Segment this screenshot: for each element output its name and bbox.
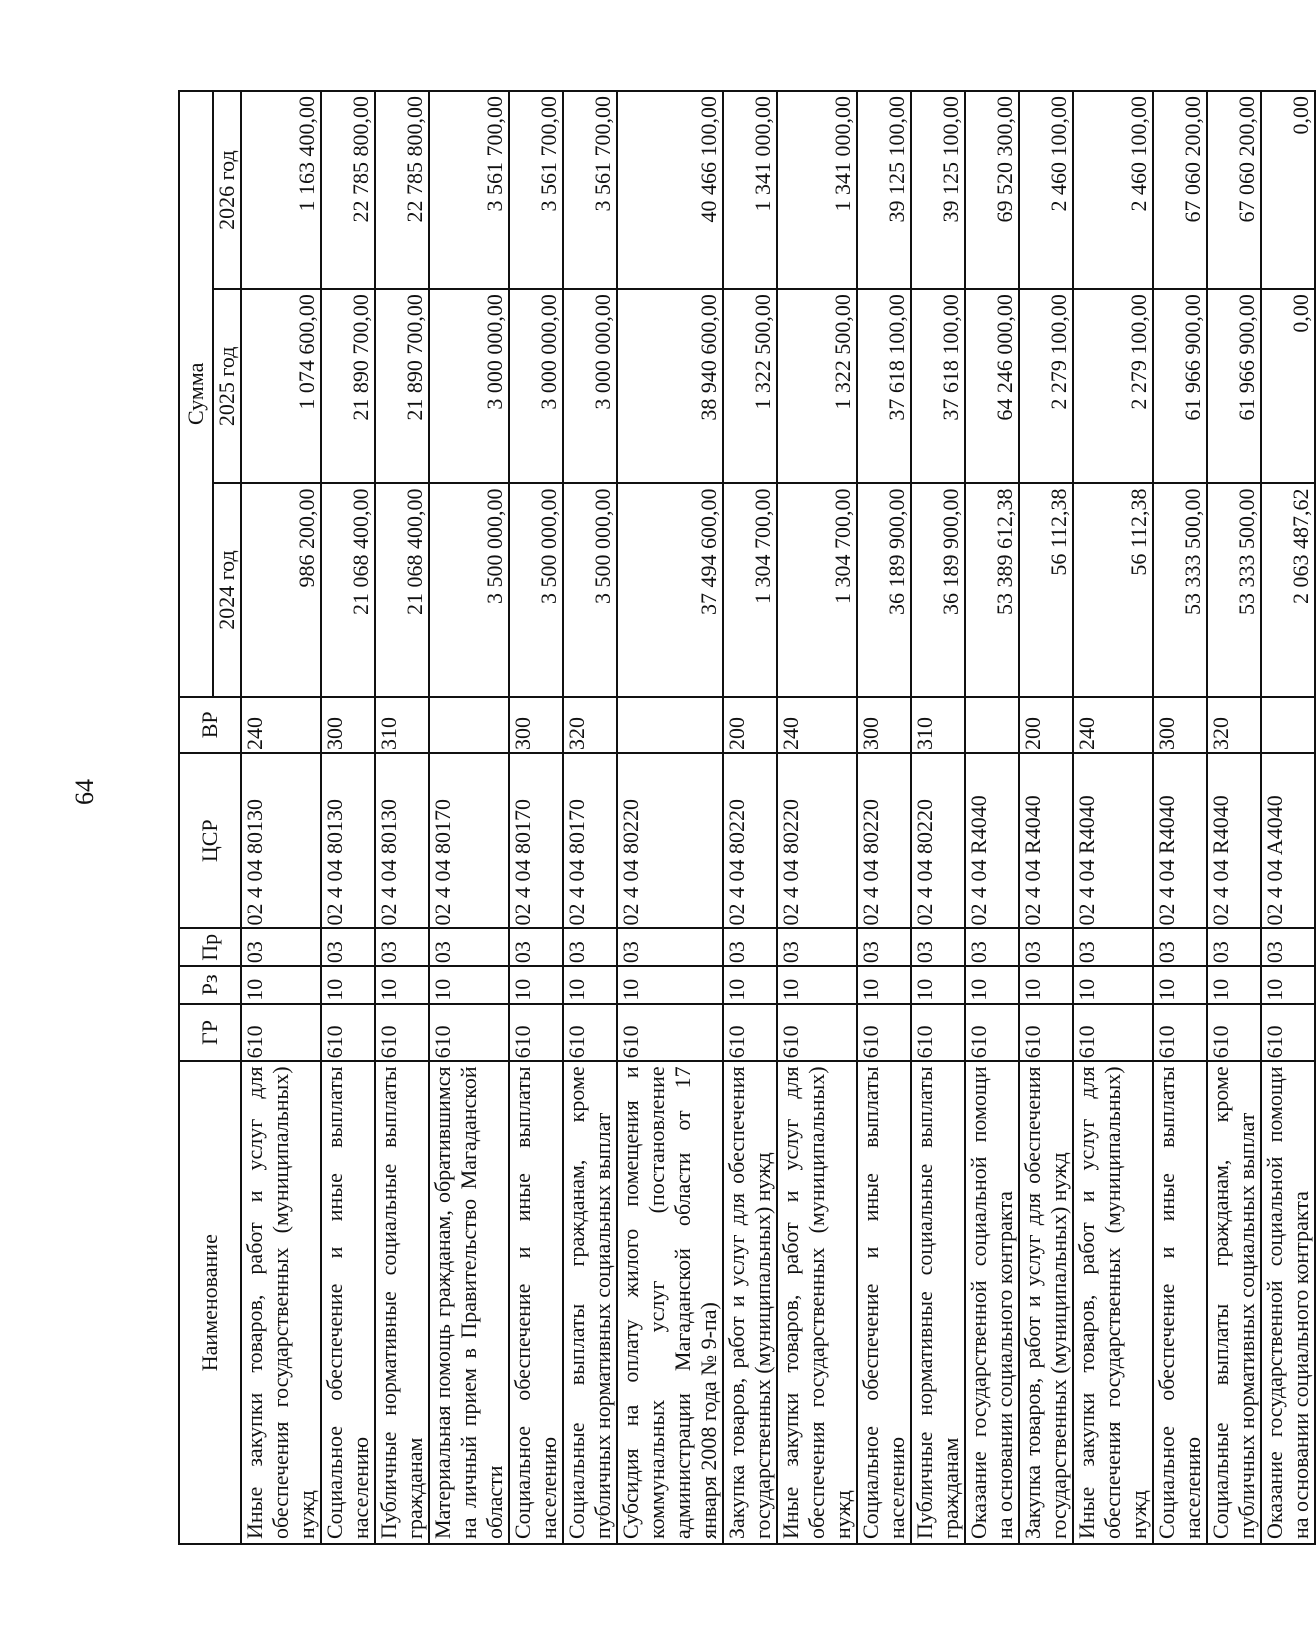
row-amount-2025: 37 618 100,00 [857,289,911,483]
row-amount-2026: 2 460 100,00 [1073,91,1153,289]
row-name: Социальное обеспечение и иные выплаты населению [857,1061,911,1544]
header-2025: 2025 год [213,289,241,483]
row-csr: 02 4 04 R4040 [1153,753,1207,929]
row-gr: 610 [911,1004,965,1062]
row-vr: 200 [723,697,777,753]
row-gr: 610 [965,1004,1019,1062]
row-name: Иные закупки товаров, работ и услуг для обеспечения государственных (муниципальных) нужд [1073,1061,1153,1544]
row-rz: 10 [375,966,429,1004]
row-amount-2024: 1 304 700,00 [723,483,777,696]
row-amount-2026: 1 341 000,00 [723,91,777,289]
row-gr: 610 [1261,1004,1315,1062]
row-amount-2024: 1 304 700,00 [777,483,857,696]
row-pr: 03 [563,928,617,966]
row-rz: 10 [1207,966,1261,1004]
row-csr: 02 4 04 80220 [617,753,723,929]
row-amount-2025: 1 322 500,00 [777,289,857,483]
header-name: Наименование [179,1061,241,1544]
row-amount-2024: 36 189 900,00 [857,483,911,696]
table-row [1153,91,1207,1544]
row-name: Оказание государственной социальной помощи на основании социального контракта [1261,1061,1315,1544]
row-vr: 240 [1073,697,1153,753]
row-amount-2025: 3 000 000,00 [429,289,509,483]
row-vr: 300 [857,697,911,753]
row-amount-2024: 53 333 500,00 [1153,483,1207,696]
table-row [321,91,375,1544]
table-row [777,91,857,1544]
row-rz: 10 [241,966,321,1004]
header-row [179,91,213,1544]
row-pr: 03 [1153,928,1207,966]
table-row [563,91,617,1544]
row-amount-2026: 1 163 400,00 [241,91,321,289]
row-vr: 300 [1153,697,1207,753]
row-amount-2024: 21 068 400,00 [321,483,375,696]
row-pr: 03 [723,928,777,966]
table-row [241,91,321,1544]
table-row [1207,91,1261,1544]
rotated-table-wrapper [178,90,1313,1545]
row-amount-2024: 2 063 487,62 [1261,483,1315,696]
row-csr: 02 4 04 R4040 [965,753,1019,929]
page-number: 64 [70,779,99,805]
header-rz: Рз [179,966,241,1004]
row-pr: 03 [617,928,723,966]
row-amount-2024: 21 068 400,00 [375,483,429,696]
row-rz: 10 [1261,966,1315,1004]
header-sum: Сумма [179,91,213,697]
row-amount-2026: 67 060 200,00 [1207,91,1261,289]
row-amount-2025: 0,00 [1261,289,1315,483]
row-amount-2024: 56 112,38 [1019,483,1073,696]
table-row [617,91,723,1544]
row-amount-2025: 2 279 100,00 [1073,289,1153,483]
row-rz: 10 [723,966,777,1004]
row-pr: 03 [509,928,563,966]
row-amount-2026: 1 341 000,00 [777,91,857,289]
row-vr: 200 [1019,697,1073,753]
row-amount-2026: 40 466 100,00 [617,91,723,289]
row-csr: 02 4 04 80130 [241,753,321,929]
row-name: Субсидия на оплату жилого помещения и коммунальных услуг (постановление администрации Магаданской области от 17 января 2008 года № 9-па) [617,1061,723,1544]
row-rz: 10 [857,966,911,1004]
row-gr: 610 [241,1004,321,1062]
row-amount-2025: 1 322 500,00 [723,289,777,483]
table-row [857,91,911,1544]
row-vr: 240 [241,697,321,753]
row-vr: 310 [375,697,429,753]
row-name: Материальная помощь гражданам, обратившимся на личный прием в Правительство Магаданской области [429,1061,509,1544]
row-csr: 02 4 04 80170 [429,753,509,929]
table-row [1073,91,1153,1544]
header-pr: Пр [179,928,241,966]
table-row [1019,91,1073,1544]
row-name: Иные закупки товаров, работ и услуг для обеспечения государственных (муниципальных) нужд [241,1061,321,1544]
row-vr [617,697,723,753]
row-vr [965,697,1019,753]
header-csr: ЦСР [179,753,241,929]
table-body [241,91,1315,1544]
row-rz: 10 [321,966,375,1004]
row-csr: 02 4 04 A4040 [1261,753,1315,929]
row-vr [1261,697,1315,753]
row-rz: 10 [1073,966,1153,1004]
row-csr: 02 4 04 80170 [563,753,617,929]
row-gr: 610 [857,1004,911,1062]
row-name: Публичные нормативные социальные выплаты гражданам [375,1061,429,1544]
row-gr: 610 [1153,1004,1207,1062]
row-amount-2025: 61 966 900,00 [1207,289,1261,483]
row-name: Оказание государственной социальной помощи на основании социального контракта [965,1061,1019,1544]
row-gr: 610 [321,1004,375,1062]
row-pr: 03 [777,928,857,966]
row-amount-2026: 3 561 700,00 [429,91,509,289]
row-rz: 10 [617,966,723,1004]
row-amount-2024: 53 389 612,38 [965,483,1019,696]
row-amount-2025: 38 940 600,00 [617,289,723,483]
row-amount-2024: 986 200,00 [241,483,321,696]
row-csr: 02 4 04 80170 [509,753,563,929]
row-name: Социальное обеспечение и иные выплаты населению [1153,1061,1207,1544]
row-pr: 03 [965,928,1019,966]
row-amount-2025: 61 966 900,00 [1153,289,1207,483]
row-gr: 610 [777,1004,857,1062]
row-amount-2026: 39 125 100,00 [857,91,911,289]
row-csr: 02 4 04 80130 [321,753,375,929]
row-amount-2024: 3 500 000,00 [563,483,617,696]
row-amount-2025: 3 000 000,00 [563,289,617,483]
row-amount-2026: 3 561 700,00 [563,91,617,289]
row-pr: 03 [1207,928,1261,966]
header-gr: ГР [179,1004,241,1062]
row-rz: 10 [1019,966,1073,1004]
row-amount-2025: 3 000 000,00 [509,289,563,483]
row-csr: 02 4 04 R4040 [1207,753,1261,929]
table-row [965,91,1019,1544]
row-amount-2026: 22 785 800,00 [375,91,429,289]
row-vr: 300 [321,697,375,753]
header-2024: 2024 год [213,483,241,696]
table-row [1261,91,1315,1544]
row-vr: 310 [911,697,965,753]
row-pr: 03 [375,928,429,966]
row-gr: 610 [1207,1004,1261,1062]
row-pr: 03 [321,928,375,966]
row-amount-2024: 37 494 600,00 [617,483,723,696]
row-name: Публичные нормативные социальные выплаты гражданам [911,1061,965,1544]
row-amount-2024: 53 333 500,00 [1207,483,1261,696]
row-csr: 02 4 04 80220 [723,753,777,929]
row-pr: 03 [241,928,321,966]
table-row [375,91,429,1544]
row-amount-2025: 21 890 700,00 [321,289,375,483]
row-pr: 03 [429,928,509,966]
row-pr: 03 [911,928,965,966]
row-csr: 02 4 04 80220 [911,753,965,929]
row-gr: 610 [429,1004,509,1062]
header-vr: ВР [179,697,241,753]
row-name: Социальное обеспечение и иные выплаты населению [321,1061,375,1544]
table-row [429,91,509,1544]
row-amount-2024: 56 112,38 [1073,483,1153,696]
budget-table [178,90,1316,1545]
row-gr: 610 [509,1004,563,1062]
table-row [509,91,563,1544]
table-row [911,91,965,1544]
row-name: Закупка товаров, работ и услуг для обеспечения государственных (муниципальных) нужд [723,1061,777,1544]
row-vr: 240 [777,697,857,753]
row-rz: 10 [563,966,617,1004]
row-amount-2026: 2 460 100,00 [1019,91,1073,289]
row-amount-2024: 3 500 000,00 [429,483,509,696]
row-csr: 02 4 04 80220 [777,753,857,929]
row-vr: 320 [1207,697,1261,753]
row-vr: 320 [563,697,617,753]
row-csr: 02 4 04 80130 [375,753,429,929]
row-gr: 610 [563,1004,617,1062]
row-vr [429,697,509,753]
table-row [723,91,777,1544]
header-2026: 2026 год [213,91,241,289]
row-pr: 03 [1073,928,1153,966]
row-gr: 610 [1073,1004,1153,1062]
row-name: Социальные выплаты гражданам, кроме публичных нормативных социальных выплат [563,1061,617,1544]
row-gr: 610 [723,1004,777,1062]
row-amount-2024: 36 189 900,00 [911,483,965,696]
row-csr: 02 4 04 R4040 [1019,753,1073,929]
row-rz: 10 [509,966,563,1004]
row-rz: 10 [777,966,857,1004]
row-pr: 03 [1019,928,1073,966]
row-rz: 10 [965,966,1019,1004]
row-rz: 10 [911,966,965,1004]
row-amount-2025: 37 618 100,00 [911,289,965,483]
row-amount-2025: 21 890 700,00 [375,289,429,483]
row-pr: 03 [857,928,911,966]
row-name: Иные закупки товаров, работ и услуг для обеспечения государственных (муниципальных) нужд [777,1061,857,1544]
row-name: Социальные выплаты гражданам, кроме публичных нормативных социальных выплат [1207,1061,1261,1544]
row-name: Закупка товаров, работ и услуг для обеспечения государственных (муниципальных) нужд [1019,1061,1073,1544]
row-rz: 10 [1153,966,1207,1004]
row-gr: 610 [375,1004,429,1062]
row-amount-2025: 1 074 600,00 [241,289,321,483]
row-amount-2026: 22 785 800,00 [321,91,375,289]
row-name: Социальное обеспечение и иные выплаты населению [509,1061,563,1544]
row-gr: 610 [617,1004,723,1062]
row-amount-2026: 0,00 [1261,91,1315,289]
row-amount-2026: 67 060 200,00 [1153,91,1207,289]
row-vr: 300 [509,697,563,753]
row-amount-2026: 69 520 300,00 [965,91,1019,289]
row-amount-2026: 3 561 700,00 [509,91,563,289]
row-amount-2026: 39 125 100,00 [911,91,965,289]
row-csr: 02 4 04 80220 [857,753,911,929]
row-pr: 03 [1261,928,1315,966]
row-amount-2025: 2 279 100,00 [1019,289,1073,483]
row-amount-2025: 64 246 000,00 [965,289,1019,483]
row-amount-2024: 3 500 000,00 [509,483,563,696]
row-csr: 02 4 04 R4040 [1073,753,1153,929]
row-gr: 610 [1019,1004,1073,1062]
row-rz: 10 [429,966,509,1004]
